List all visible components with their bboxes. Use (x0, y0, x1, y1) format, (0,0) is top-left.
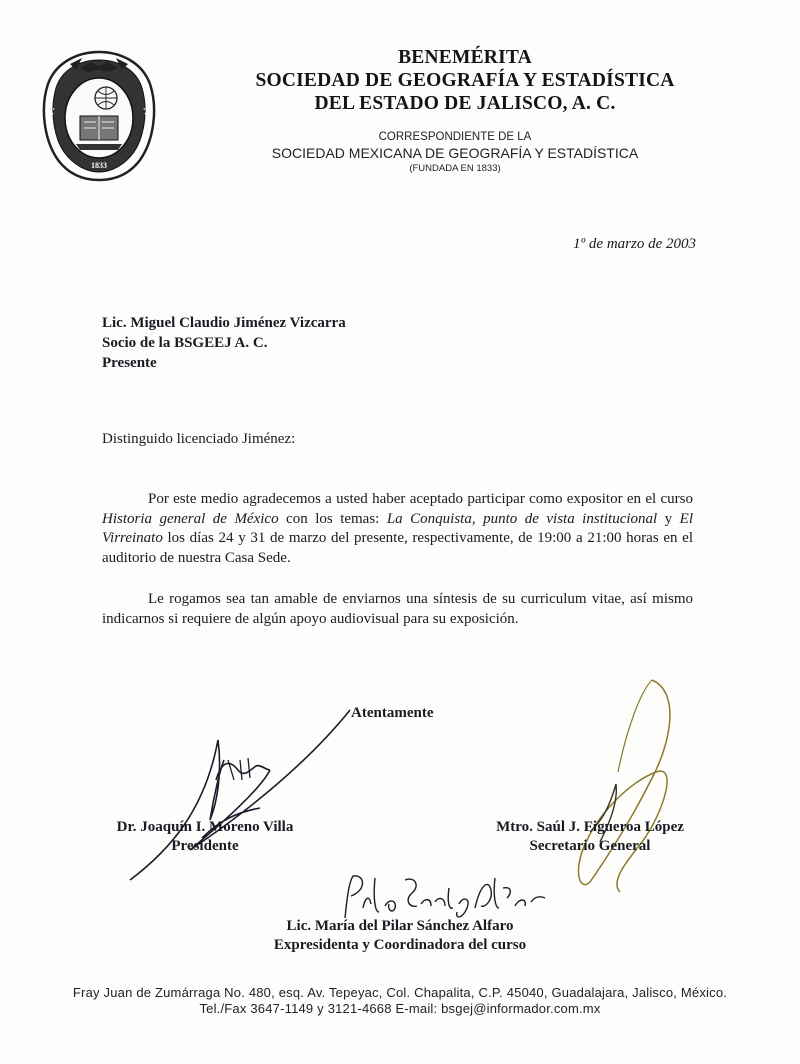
signatory-2 (470, 818, 710, 856)
letter-date: 1º de marzo de 2003 (573, 236, 696, 252)
signatory-3-title: Expresidenta y Coordinadora del curso (273, 937, 527, 953)
seal-book-icon (76, 116, 122, 150)
recipient-presente: Presente (102, 355, 157, 371)
topic-2: El Virreinato (102, 510, 693, 546)
signatory-1-name: Dr. Joaquín I. Moreno Villa (116, 819, 294, 835)
body-paragraph-1: Por este medio agradecemos a usted haber aceptado participar como expositor en el curso Historia general de México con los temas: La Conquista, punto de vista institucional y El Virreinato los días 24 y 31 de marzo del presente, respectivamente, de 19:00 a 21:00 horas en el auditorio de nuestra Casa Sede. (102, 491, 693, 566)
seal-year: 1833 (91, 161, 107, 170)
header-line-1: BENEMÉRITA (398, 47, 532, 68)
signatory-2-title: Secretario General (529, 838, 651, 854)
header-founded: (FUNDADA EN 1833) (409, 163, 501, 174)
recipient-role: Socio de la BSGEEJ A. C. (102, 335, 268, 351)
society-seal-logo (40, 48, 158, 184)
salutation: Distinguido licenciado Jiménez: (102, 431, 296, 447)
signatory-1 (90, 818, 320, 856)
signature-moreno-villa (110, 700, 370, 890)
header-correspondent: CORRESPONDIENTE DE LA (378, 131, 532, 143)
header-line-2: SOCIEDAD DE GEOGRAFÍA Y ESTADÍSTICA (255, 70, 675, 91)
signatory-2-name: Mtro. Saúl J. Figueroa López (496, 819, 684, 835)
header-parent-society: SOCIEDAD MEXICANA DE GEOGRAFÍA Y ESTADÍSTICA (271, 145, 639, 161)
topic-1: La Conquista, punto de vista institucional (386, 510, 658, 527)
body-paragraph-2: Le rogamos sea tan amable de enviarnos una síntesis de su curriculum vitae, así mismo indicarnos si requiere de algún apoyo audiovisual para su exposición. (102, 591, 693, 627)
seal-globe-icon (95, 87, 117, 109)
recipient-name: Lic. Miguel Claudio Jiménez Vizcarra (102, 315, 346, 331)
header-line-3: DEL ESTADO DE JALISCO, A. C. (314, 93, 616, 114)
signature-figueroa (560, 672, 710, 902)
signatory-3-name: Lic. María del Pilar Sánchez Alfaro (286, 918, 514, 934)
footer-address: Fray Juan de Zumárraga No. 480, esq. Av. Tepeyac, Col. Chapalita, C.P. 45040, Guadalajara, Jalisco, México. (72, 985, 728, 1000)
footer-contact: Tel./Fax 3647-1149 y 3121-4668 E-mail: bsgej@informador.com.mx (199, 1001, 601, 1016)
closing-atentamente: Atentamente (351, 705, 434, 721)
signatory-3 (200, 917, 600, 955)
signatory-1-title: Presidente (171, 838, 239, 854)
course-title: Historia general de México (102, 510, 279, 527)
